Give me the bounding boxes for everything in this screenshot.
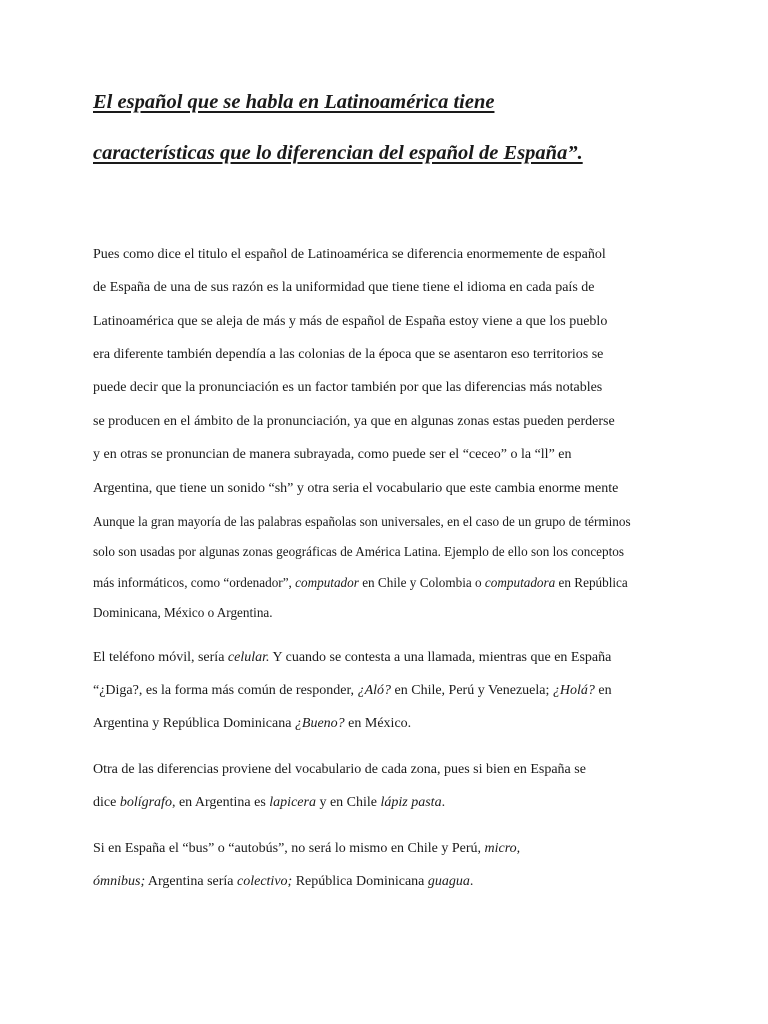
p3-text: Argentina y República Dominicana [93, 716, 295, 731]
paragraph-3-line-1 [93, 649, 611, 667]
paragraph-1-line-3: Latinoamérica que se aleja de más y más de español de España estoy viene a que los pueblo [93, 314, 608, 329]
document-title-line-2: características que lo diferencian del español de España”. [93, 142, 583, 164]
p3-text: El teléfono móvil, sería [93, 650, 228, 665]
p2-term-computadora: computadora [484, 575, 556, 590]
p5-text: Si en España el “bus” o “autobús”, no será lo mismo en Chile y Perú, [93, 841, 485, 856]
p3-term-hola: ¿Holá? [552, 683, 595, 698]
p5-term-micro: micro, [484, 841, 521, 856]
p5-text: Argentina sería [145, 874, 238, 889]
paragraph-1-line-1: Pues como dice el titulo el español de Latinoamérica se diferencia enormemente de español [93, 247, 606, 262]
paragraph-4-line-2 [93, 794, 445, 812]
paragraph-1-line-4: era diferente también dependía a las colonias de la época que se asentaron eso territorios se [93, 347, 604, 362]
paragraph-2-line-3 [93, 574, 628, 592]
p4-text: , en Argentina es [171, 795, 270, 810]
p4-text: . [441, 795, 446, 810]
paragraph-3-line-2 [93, 682, 612, 700]
paragraph-3-line-3 [93, 715, 411, 733]
p3-text: Y cuando se contesta a una llamada, mientras que en España [269, 650, 612, 665]
p4-term-boligrafo: bolígrafo [119, 795, 172, 810]
paragraph-5-line-1 [93, 840, 520, 858]
p4-term-lapicera: lapicera [269, 795, 316, 810]
paragraph-1-line-7: y en otras se pronuncian de manera subrayada, como puede ser el “ceceo” o la “ll” en [93, 447, 572, 462]
paragraph-5-line-2 [93, 873, 473, 891]
p5-term-colectivo: colectivo; [237, 874, 293, 889]
p3-term-bueno: ¿Bueno? [294, 716, 345, 731]
p3-term-alo: ¿Aló? [357, 683, 392, 698]
paragraph-1-line-6: se producen en el ámbito de la pronunciación, ya que en algunas zonas estas pueden perderse [93, 414, 615, 429]
paragraph-4-line-1: Otra de las diferencias proviene del vocabulario de cada zona, pues si bien en España se [93, 762, 586, 777]
p5-term-omnibus: ómnibus; [93, 874, 146, 889]
p3-term-celular: celular. [227, 650, 270, 665]
p5-text: . [469, 874, 474, 889]
paragraph-2-line-2: solo son usadas por algunas zonas geográficas de América Latina. Ejemplo de ello son los conceptos [93, 544, 625, 559]
p3-text: en México. [344, 716, 412, 731]
paragraph-2-line-1: Aunque la gran mayoría de las palabras españolas son universales, en el caso de un grupo de términos [93, 514, 631, 529]
paragraph-2-line-4: Dominicana, México o Argentina. [93, 605, 273, 620]
p2-text: en Chile y Colombia o [358, 575, 485, 590]
p5-text: República Dominicana [292, 874, 428, 889]
p2-text: en República [555, 575, 628, 590]
p3-text: en [594, 683, 612, 698]
paragraph-1-line-2: de España de una de sus razón es la uniformidad que tiene tiene el idioma en cada país de [93, 280, 595, 295]
p4-text: y en Chile [315, 795, 381, 810]
paragraph-1-line-8: Argentina, que tiene un sonido “sh” y otra seria el vocabulario que este cambia enorme mente [93, 481, 619, 496]
p3-text: “¿Diga?, es la forma más común de responder, [93, 683, 358, 698]
p2-text: más informáticos, como “ordenador”, [93, 575, 296, 590]
p2-term-computador: computador [295, 575, 359, 590]
p5-term-guagua: guagua [427, 874, 470, 889]
paragraph-1-line-5: puede decir que la pronunciación es un factor también por que las diferencias más notables [93, 380, 603, 395]
p4-text: dice [93, 795, 120, 810]
p4-term-lapiz-pasta: lápiz pasta [380, 795, 442, 810]
p3-text: en Chile, Perú y Venezuela; [391, 683, 553, 698]
document-title-line-1: El español que se habla en Latinoamérica tiene [93, 91, 495, 113]
